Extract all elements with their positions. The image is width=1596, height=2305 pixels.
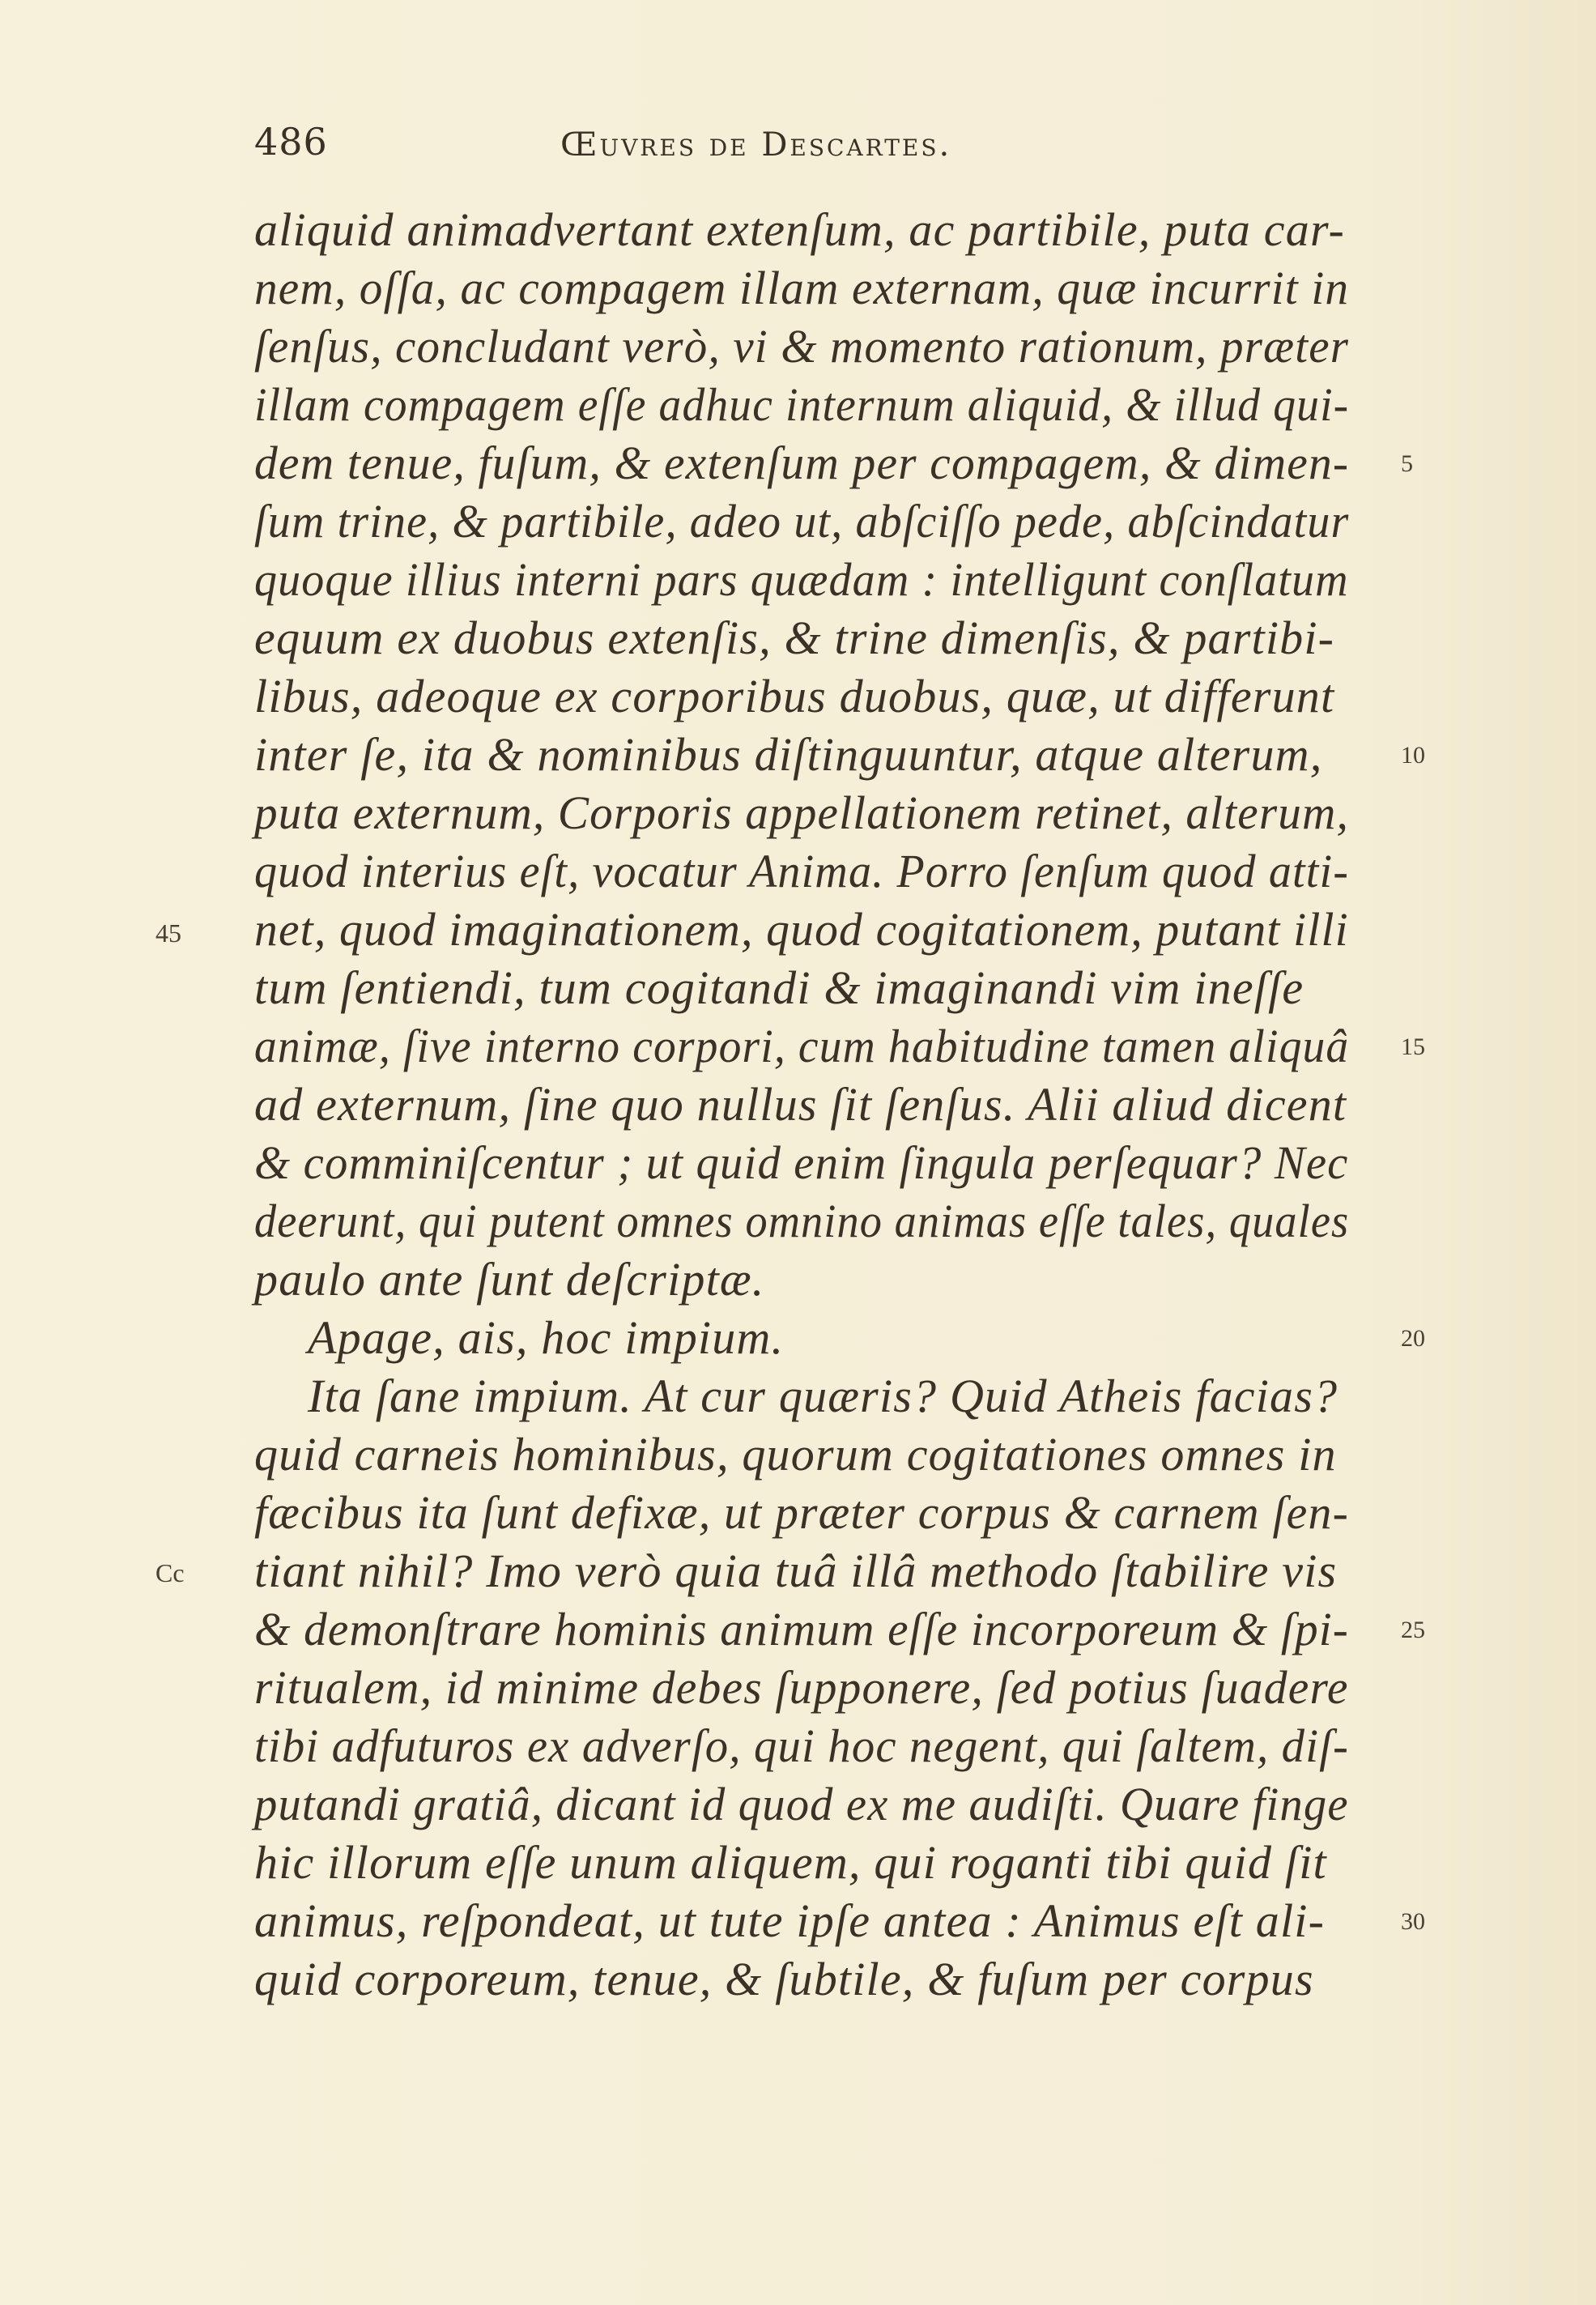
text-line: & comminiſcentur ; ut quid enim ſingula perſequar? Nec bbox=[254, 1136, 1349, 1189]
text-line: libus, adeoque ex corporibus duobus, quæ, ut differunt bbox=[254, 670, 1335, 722]
text-line: illam compagem eſſe adhuc internum aliquid, & illud qui- bbox=[254, 378, 1350, 431]
text-line: & demonſtrare hominis animum eſſe incorporeum & ſpi- bbox=[254, 1603, 1350, 1655]
text-line: tum ſentiendi, tum cogitandi & imaginandi vim ineſſe bbox=[254, 961, 1304, 1014]
text-line: deerunt, qui putent omnes omnino animas eſſe tales, quales bbox=[254, 1195, 1350, 1247]
text-line: dem tenue, fuſum, & extenſum per compagem, & dimen- bbox=[254, 437, 1350, 489]
line-number: 20 bbox=[1401, 1325, 1425, 1352]
running-title: Œuvres de Descartes. bbox=[560, 126, 952, 164]
text-line: animæ, ſive interno corpori, cum habitudine tamen aliquâ bbox=[254, 1020, 1350, 1072]
text-line: ſenſus, concludant verò, vi & momento rationum, præter bbox=[254, 320, 1350, 373]
text-line-indented: Ita ſane impium. At cur quæris? Quid Atheis facias? bbox=[308, 1370, 1339, 1422]
line-number: 15 bbox=[1401, 1033, 1425, 1060]
text-line: quoque illius interni pars quædam : intelligunt conſlatum bbox=[254, 553, 1349, 606]
text-line: animus, reſpondeat, ut tute ipſe antea : Animus eſt ali- bbox=[254, 1894, 1326, 1947]
text-line: inter ſe, ita & nominibus diſtinguuntur, atque alterum, bbox=[254, 728, 1323, 781]
text-line: equum ex duobus extenſis, & trine dimenſis, & partibi- bbox=[254, 611, 1335, 664]
text-line: ſum trine, & partibile, adeo ut, abſciſſo pede, abſcindatur bbox=[254, 495, 1350, 547]
margin-folio-number: 45 bbox=[155, 918, 181, 948]
text-line: quid corporeum, tenue, & ſubtile, & fuſum per corpus bbox=[254, 1953, 1314, 2005]
text-line: aliquid animadvertant extenſum, ac partibile, puta car- bbox=[254, 203, 1346, 256]
text-line: puta externum, Corporis appellationem retinet, alterum, bbox=[254, 786, 1349, 839]
text-line-indented: Apage, ais, hoc impium. bbox=[308, 1311, 785, 1364]
text-line: tibi adfuturos ex adverſo, qui hoc negent, qui ſaltem, diſ- bbox=[254, 1719, 1350, 1772]
margin-signature-mark: Cc bbox=[155, 1558, 185, 1587]
text-line: fæcibus ita ſunt defixæ, ut præter corpus & carnem ſen- bbox=[254, 1486, 1350, 1539]
line-number: 10 bbox=[1401, 742, 1425, 769]
text-line: ritualem, id minime debes ſupponere, ſed potius ſuadere bbox=[254, 1661, 1349, 1714]
text-line: ad externum, ſine quo nullus ſit ſenſus. Alii aliud dicent bbox=[254, 1078, 1347, 1131]
line-number: 25 bbox=[1401, 1617, 1425, 1643]
text-line: quod interius eſt, vocatur Anima. Porro ſenſum quod atti- bbox=[254, 845, 1350, 897]
page-header bbox=[254, 120, 1352, 185]
text-line: hic illorum eſſe unum aliquem, qui roganti tibi quid ſit bbox=[254, 1836, 1327, 1889]
text-line: quid carneis hominibus, quorum cogitationes omnes in bbox=[254, 1428, 1337, 1481]
text-line: paulo ante ſunt deſcriptæ. bbox=[254, 1253, 765, 1306]
text-line: net, quod imaginationem, quod cogitationem, putant illi bbox=[254, 903, 1349, 956]
line-number: 5 bbox=[1401, 450, 1413, 477]
text-line: tiant nihil? Imo verò quia tuâ illâ methodo ſtabilire vis bbox=[254, 1544, 1338, 1597]
page-number: 486 bbox=[254, 120, 328, 164]
line-number: 30 bbox=[1401, 1908, 1425, 1935]
text-line: putandi gratiâ, dicant id quod ex me audiſti. Quare finge bbox=[254, 1778, 1349, 1830]
text-line: nem, oſſa, ac compagem illam externam, quæ incurrit in bbox=[254, 262, 1350, 314]
